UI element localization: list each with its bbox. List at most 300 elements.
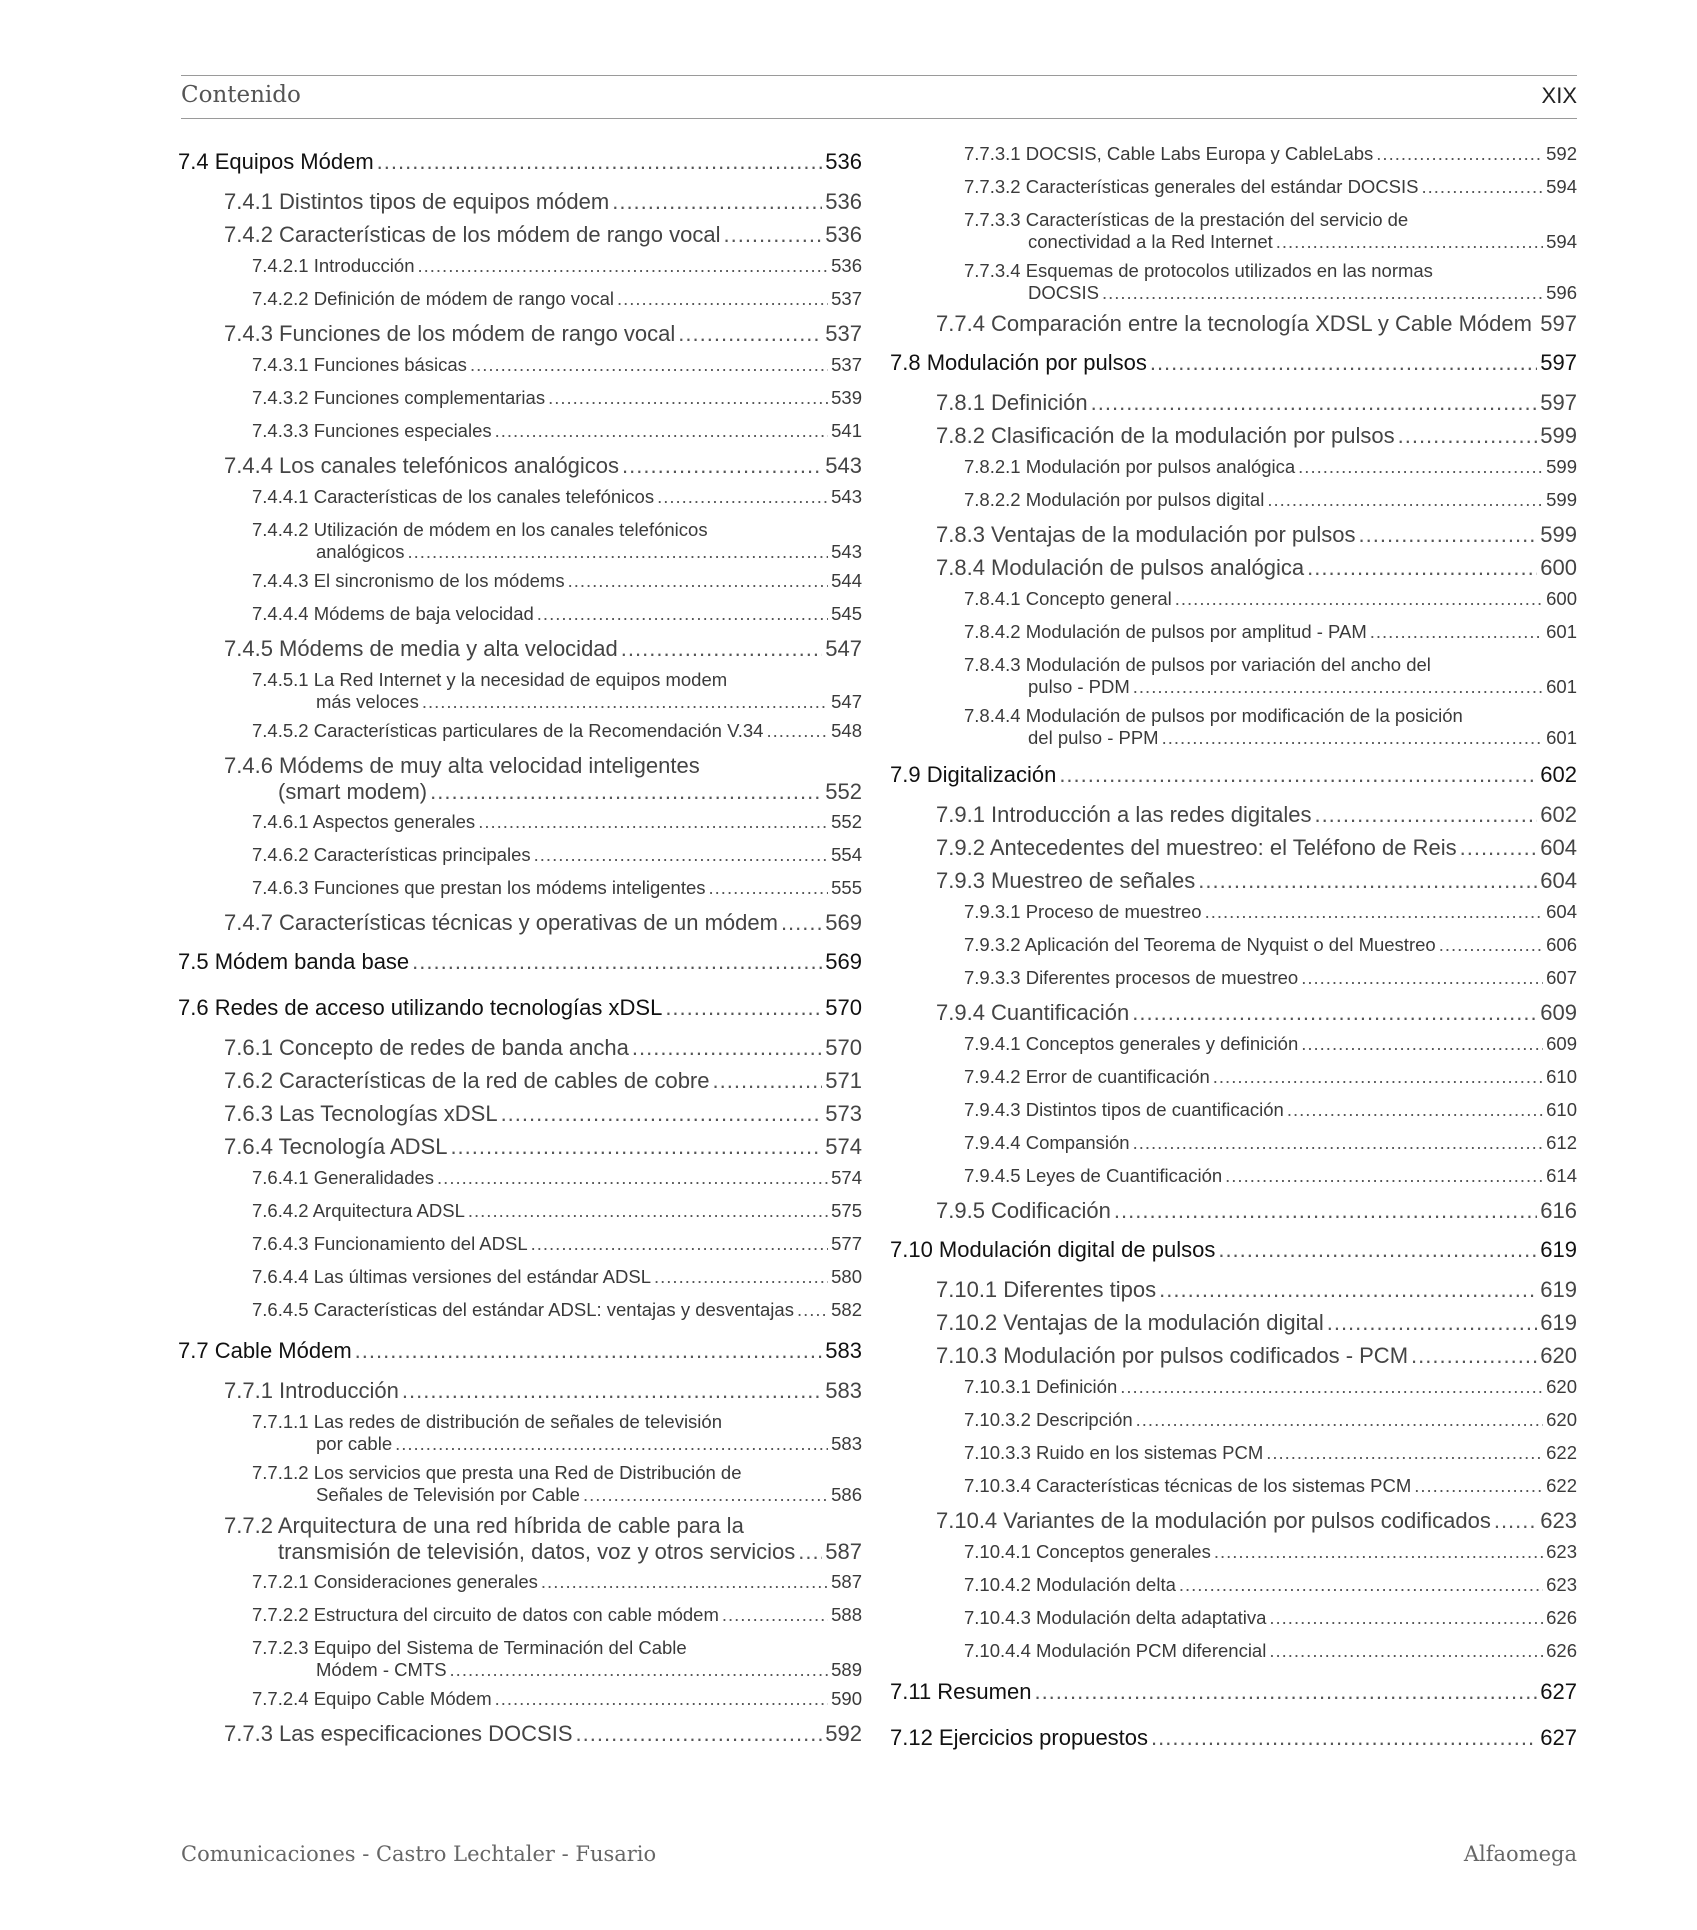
- toc-entry: [178, 1332, 862, 1378]
- toc-entry-page: 623: [1546, 1574, 1577, 1595]
- toc-entry-page: 601: [1546, 727, 1577, 748]
- leader-dots: [1422, 176, 1544, 198]
- toc-entry-title: 7.4.5.2 Características particulares de la Recomendación V.34: [252, 720, 764, 741]
- leader-dots: [709, 877, 829, 899]
- toc-entry-page: 569: [825, 910, 862, 935]
- toc-entry-page: 594: [1546, 231, 1577, 252]
- leader-dots: [797, 1299, 828, 1321]
- toc-entry-page: 597: [1540, 311, 1577, 336]
- toc-entry-page: 536: [831, 255, 862, 276]
- leader-dots: [1214, 1541, 1543, 1563]
- leader-dots: [1133, 676, 1543, 698]
- toc-entry-page: 536: [825, 149, 862, 174]
- toc-entry-page: 602: [1540, 762, 1577, 787]
- toc-entry-page: 590: [831, 1688, 862, 1709]
- toc-entry: [178, 1688, 862, 1721]
- leader-dots: [665, 995, 822, 1021]
- toc-entry-title: 7.7.3.4 Esquemas de protocolos utilizados en las normas: [964, 260, 1433, 281]
- toc-entry-page: 543: [831, 541, 862, 562]
- toc-entry: [890, 1132, 1577, 1165]
- toc-entry-page: 623: [1546, 1541, 1577, 1562]
- toc-entry-title: 7.9.2 Antecedentes del muestreo: el Teléfono de Reis: [936, 835, 1457, 860]
- toc-entry-title: 7.8.4.4 Modulación de pulsos por modificación de la posición: [964, 705, 1463, 726]
- leader-dots: [678, 321, 822, 347]
- toc-entry-title-continuation: Módem - CMTS: [316, 1659, 447, 1680]
- toc-entry-title: 7.4.4.1 Características de los canales telefónicos: [252, 486, 655, 507]
- toc-entry-title: 7.9.4.5 Leyes de Cuantificación: [964, 1165, 1223, 1186]
- toc-entry: [890, 654, 1577, 705]
- toc-entry-title-continuation: del pulso - PPM: [1028, 727, 1159, 748]
- toc-entry-title: 7.6.2 Características de la red de cables de cobre: [224, 1068, 710, 1093]
- toc-entry: [890, 1033, 1577, 1066]
- leader-dots: [1132, 1000, 1537, 1026]
- leader-dots: [1175, 588, 1543, 610]
- leader-dots: [395, 1433, 828, 1455]
- toc-entry-title: 7.7.1.1 Las redes de distribución de señales de televisión: [252, 1411, 722, 1432]
- leader-dots: [723, 222, 822, 248]
- toc-entry-page: 589: [831, 1659, 862, 1680]
- toc-entry-page: 627: [1540, 1725, 1577, 1750]
- leader-dots: [355, 1338, 823, 1364]
- toc-entry-title: 7.8.4 Modulación de pulsos analógica: [936, 555, 1305, 580]
- toc-entry: [178, 255, 862, 288]
- toc-entry: [890, 1000, 1577, 1033]
- toc-entry: [890, 1409, 1577, 1442]
- toc-entry: [890, 344, 1577, 390]
- toc-entry-title: 7.7.4 Comparación entre la tecnología XDSL y Cable Módem: [936, 311, 1532, 336]
- toc-entry: [178, 989, 862, 1035]
- toc-entry: [178, 1721, 862, 1754]
- leader-dots: [798, 1539, 822, 1565]
- toc-entry: [178, 420, 862, 453]
- toc-entry: [890, 868, 1577, 901]
- toc-entry-title: 7.9.3.1 Proceso de muestreo: [964, 901, 1202, 922]
- toc-entry: [178, 519, 862, 570]
- toc-entry-page: 600: [1540, 555, 1577, 580]
- leader-dots: [1102, 282, 1543, 304]
- toc-entry-title: 7.4.7 Características técnicas y operativas de un módem: [224, 910, 778, 935]
- toc-entry: [178, 354, 862, 387]
- toc-entry-title: 7.4 Equipos Módem: [178, 149, 374, 174]
- toc-entry: [178, 486, 862, 519]
- toc-entry-title: 7.8.2.1 Modulación por pulsos analógica: [964, 456, 1296, 477]
- toc-entry-title: 7.10 Modulación digital de pulsos: [890, 1237, 1216, 1262]
- toc-entry-page: 604: [1546, 901, 1577, 922]
- toc-entry-page: 570: [825, 1035, 862, 1060]
- toc-entry-title: 7.4.6.2 Características principales: [252, 844, 531, 865]
- toc-entry-page: 536: [825, 222, 862, 247]
- toc-entry-page: 543: [831, 486, 862, 507]
- leader-dots: [1370, 621, 1543, 643]
- toc-entry-page: 545: [831, 603, 862, 624]
- toc-entry-page: 537: [831, 288, 862, 309]
- toc-entry-page: 588: [831, 1604, 862, 1625]
- toc-entry-page: 619: [1540, 1310, 1577, 1335]
- toc-entry: [178, 1604, 862, 1637]
- toc-entry: [178, 222, 862, 255]
- toc-entry-title: 7.10.1 Diferentes tipos: [936, 1277, 1157, 1302]
- toc-entry: [178, 288, 862, 321]
- toc-entry-title-continuation: Señales de Televisión por Cable: [316, 1484, 580, 1505]
- toc-entry-title: 7.7.2.2 Estructura del circuito de datos con cable módem: [252, 1604, 719, 1625]
- leader-dots: [407, 541, 828, 563]
- toc-entry: [890, 209, 1577, 260]
- toc-entry-page: 537: [825, 321, 862, 346]
- leader-dots: [583, 1484, 828, 1506]
- toc-entry-title: 7.10.4.1 Conceptos generales: [964, 1541, 1211, 1562]
- toc-entry-page: 610: [1546, 1099, 1577, 1120]
- toc-entry-page: 548: [831, 720, 862, 741]
- toc-entry-title: 7.4.2.2 Definición de módem de rango vocal: [252, 288, 614, 309]
- toc-entry: [890, 901, 1577, 934]
- toc-entry-page: 626: [1546, 1640, 1577, 1661]
- leader-dots: [1298, 456, 1543, 478]
- toc-entry-page: 620: [1546, 1409, 1577, 1430]
- toc-entry-page: 575: [831, 1200, 862, 1221]
- toc-entry-page: 620: [1546, 1376, 1577, 1397]
- toc-entry-page: 554: [831, 844, 862, 865]
- toc-entry-page: 604: [1540, 835, 1577, 860]
- leader-dots: [470, 354, 828, 376]
- toc-entry-title: 7.6.3 Las Tecnologías xDSL: [224, 1101, 498, 1126]
- toc-entry-page: 552: [831, 811, 862, 832]
- toc-entry-title: 7.8.2 Clasificación de la modulación por pulsos: [936, 423, 1395, 448]
- toc-entry-page: 614: [1546, 1165, 1577, 1186]
- toc-entry-page: 602: [1540, 802, 1577, 827]
- toc-entry: [890, 588, 1577, 621]
- leader-dots: [541, 1571, 828, 1593]
- toc-entry-title: 7.4.6.1 Aspectos generales: [252, 811, 476, 832]
- toc-entry: [178, 636, 862, 669]
- toc-entry-title: 7.8.2.2 Modulación por pulsos digital: [964, 489, 1265, 510]
- leader-dots: [1162, 727, 1544, 749]
- toc-entry-page: 604: [1540, 868, 1577, 893]
- leader-dots: [501, 1101, 823, 1127]
- toc-entry: [890, 1376, 1577, 1409]
- toc-entry: [890, 1607, 1577, 1640]
- toc-entry-page: 570: [825, 995, 862, 1020]
- toc-entry-title: 7.7.2.3 Equipo del Sistema de Terminación del Cable: [252, 1637, 687, 1658]
- toc-entry-title-continuation: DOCSIS: [1028, 282, 1099, 303]
- leader-dots: [495, 420, 829, 442]
- toc-entry-page: 616: [1540, 1198, 1577, 1223]
- leader-dots: [612, 189, 822, 215]
- toc-entry-page: 594: [1546, 176, 1577, 197]
- toc-entry-page: 623: [1540, 1508, 1577, 1533]
- leader-dots: [1414, 1475, 1543, 1497]
- toc-entry: [890, 555, 1577, 588]
- toc-entry: [178, 143, 862, 189]
- toc-entry: [178, 720, 862, 753]
- toc-entry-page: 596: [1546, 282, 1577, 303]
- toc-entry-page: 583: [831, 1433, 862, 1454]
- toc-entry: [890, 423, 1577, 456]
- leader-dots: [781, 910, 822, 936]
- leader-dots: [1266, 1442, 1543, 1464]
- toc-entry-title-continuation: por cable: [316, 1433, 393, 1454]
- toc-entry: [890, 260, 1577, 311]
- toc-entry-page: 547: [825, 636, 862, 661]
- toc-entry-page: 627: [1540, 1679, 1577, 1704]
- toc-entry: [178, 1068, 862, 1101]
- toc-entry-page: 626: [1546, 1607, 1577, 1628]
- leader-dots: [1198, 868, 1537, 894]
- toc-entry-title-continuation: pulso - PDM: [1028, 676, 1130, 697]
- toc-entry-title: 7.4.4.2 Utilización de módem en los canales telefónicos: [252, 519, 708, 540]
- toc-entry: [178, 1233, 862, 1266]
- toc-entry: [890, 1277, 1577, 1310]
- toc-entry-title: 7.7.2 Arquitectura de una red híbrida de cable para la: [224, 1513, 744, 1538]
- leader-dots: [1114, 1198, 1537, 1224]
- leader-dots: [478, 811, 828, 833]
- toc-entry: [178, 1266, 862, 1299]
- leader-dots: [654, 1266, 828, 1288]
- toc-entry-title: 7.8.4.1 Concepto general: [964, 588, 1172, 609]
- leader-dots: [450, 1659, 829, 1681]
- toc-entry-page: 601: [1546, 621, 1577, 642]
- leader-dots: [1059, 762, 1537, 788]
- section-name: Contenido: [181, 82, 301, 108]
- toc-entry: [178, 877, 862, 910]
- leader-dots: [1225, 1165, 1543, 1187]
- toc-entry-page: 582: [831, 1299, 862, 1320]
- toc-entry: [178, 1299, 862, 1332]
- toc-entry-title: 7.9.5 Codificación: [936, 1198, 1111, 1223]
- toc-entry-title-continuation: (smart modem): [278, 779, 428, 804]
- toc-entry: [890, 1310, 1577, 1343]
- toc-entry-title: 7.8 Modulación por pulsos: [890, 350, 1147, 375]
- toc-entry: [890, 522, 1577, 555]
- toc-entry-title: 7.4.4 Los canales telefónicos analógicos: [224, 453, 620, 478]
- toc-entry: [178, 1101, 862, 1134]
- toc-entry-title: 7.4.4.4 Módems de baja velocidad: [252, 603, 534, 624]
- toc-entry: [178, 910, 862, 943]
- toc-entry-title: 7.10.3.2 Descripción: [964, 1409, 1133, 1430]
- leader-dots: [377, 149, 823, 175]
- running-header: [181, 75, 1577, 119]
- toc-entry: [178, 811, 862, 844]
- leader-dots: [418, 255, 829, 277]
- toc-entry-page: 619: [1540, 1237, 1577, 1262]
- toc-entry-title: 7.8.4.2 Modulación de pulsos por amplitud - PAM: [964, 621, 1367, 642]
- toc-entry-page: 544: [831, 570, 862, 591]
- leader-dots: [402, 1378, 822, 1404]
- toc-entry: [890, 705, 1577, 756]
- toc-entry-page: 592: [1546, 143, 1577, 164]
- toc-entry-page: 583: [825, 1338, 862, 1363]
- leader-dots: [1120, 1376, 1543, 1398]
- toc-entry: [178, 1462, 862, 1513]
- publisher-name: Alfaomega: [1463, 1842, 1577, 1866]
- leader-dots: [1376, 143, 1543, 165]
- toc-entry-page: 569: [825, 949, 862, 974]
- toc-entry: [890, 1475, 1577, 1508]
- toc-entry-page: 587: [831, 1571, 862, 1592]
- leader-dots: [1398, 423, 1538, 449]
- leader-dots: [1269, 1607, 1543, 1629]
- toc-entry: [178, 1378, 862, 1411]
- toc-entry-page: 622: [1546, 1475, 1577, 1496]
- toc-entry-title: 7.6.1 Concepto de redes de banda ancha: [224, 1035, 629, 1060]
- leader-dots: [1287, 1099, 1543, 1121]
- toc-entry-page: 543: [825, 453, 862, 478]
- leader-dots: [622, 453, 822, 479]
- leader-dots: [1218, 1237, 1537, 1263]
- leader-dots: [1091, 390, 1538, 416]
- toc-entry-title: 7.7.3 Las especificaciones DOCSIS: [224, 1721, 573, 1746]
- toc-entry-page: 555: [831, 877, 862, 898]
- toc-entry: [890, 1165, 1577, 1198]
- leader-dots: [632, 1035, 822, 1061]
- toc-entry-title: 7.9.4.3 Distintos tipos de cuantificación: [964, 1099, 1284, 1120]
- toc-entry: [178, 189, 862, 222]
- book-title: Comunicaciones - Castro Lechtaler - Fusario: [181, 1842, 657, 1866]
- leader-dots: [450, 1134, 822, 1160]
- toc-entry-page: 622: [1546, 1442, 1577, 1463]
- toc-entry: [178, 321, 862, 354]
- toc-entry-page: 609: [1540, 1000, 1577, 1025]
- toc-entry-title: 7.4.4.3 El sincronismo de los módems: [252, 570, 565, 591]
- toc-entry-page: 597: [1540, 350, 1577, 375]
- toc-entry: [890, 756, 1577, 802]
- toc-entry-title-continuation: analógicos: [316, 541, 405, 562]
- toc-entry-title: 7.4.3.3 Funciones especiales: [252, 420, 492, 441]
- leader-dots: [495, 1688, 829, 1710]
- toc-entry: [890, 835, 1577, 868]
- toc-entry-title: 7.8.4.3 Modulación de pulsos por variación del ancho del: [964, 654, 1431, 675]
- leader-dots: [1136, 1409, 1543, 1431]
- toc-right-column: [890, 143, 1577, 1765]
- toc-entry-page: 541: [831, 420, 862, 441]
- toc-entry-page: 537: [831, 354, 862, 375]
- toc-entry-page: 583: [825, 1378, 862, 1403]
- toc-entry-title: 7.4.2.1 Introducción: [252, 255, 415, 276]
- leader-dots: [430, 779, 822, 805]
- toc-entry-title: 7.11 Resumen: [890, 1679, 1032, 1704]
- toc-entry-title: 7.9.4.4 Compansión: [964, 1132, 1130, 1153]
- leader-dots: [1205, 901, 1544, 923]
- toc-entry-title: 7.7.2.1 Consideraciones generales: [252, 1571, 538, 1592]
- leader-dots: [1439, 934, 1543, 956]
- toc-entry: [890, 621, 1577, 654]
- toc-entry-page: 573: [825, 1101, 862, 1126]
- toc-entry-title: 7.10.4.2 Modulación delta: [964, 1574, 1176, 1595]
- toc-entry-title: 7.7 Cable Módem: [178, 1338, 352, 1363]
- toc-entry: [890, 1574, 1577, 1607]
- toc-entry-page: 577: [831, 1233, 862, 1254]
- toc-entry: [890, 967, 1577, 1000]
- toc-entry-title: 7.12 Ejercicios propuestos: [890, 1725, 1149, 1750]
- leader-dots: [1179, 1574, 1543, 1596]
- toc-entry-page: 580: [831, 1266, 862, 1287]
- leader-dots: [537, 603, 828, 625]
- toc-entry-page: 620: [1540, 1343, 1577, 1368]
- page-number: XIX: [1541, 83, 1577, 108]
- toc-entry-title: 7.9.3 Muestreo de señales: [936, 868, 1196, 893]
- toc-entry: [890, 802, 1577, 835]
- toc-entry: [890, 1066, 1577, 1099]
- toc-entry-title: 7.10.3 Modulación por pulsos codificados - PCM: [936, 1343, 1409, 1368]
- toc-entry: [890, 1673, 1577, 1719]
- toc-entry-title-continuation: transmisión de televisión, datos, voz y otros servicios: [278, 1539, 796, 1564]
- toc-entry: [178, 1200, 862, 1233]
- toc-entry: [178, 1035, 862, 1068]
- toc-entry-title: 7.6.4.1 Generalidades: [252, 1167, 435, 1188]
- toc-entry: [890, 311, 1577, 344]
- toc-entry: [178, 603, 862, 636]
- toc-entry-page: 587: [825, 1539, 862, 1564]
- toc-entry-page: 536: [825, 189, 862, 214]
- toc-entry-page: 592: [825, 1721, 862, 1746]
- leader-dots: [1133, 1132, 1544, 1154]
- toc-entry: [178, 1134, 862, 1167]
- toc-entry-title: 7.4.3.2 Funciones complementarias: [252, 387, 546, 408]
- toc-entry: [178, 1571, 862, 1604]
- toc-entry-title: 7.9.4.1 Conceptos generales y definición: [964, 1033, 1299, 1054]
- toc-entry-title: 7.10.3.3 Ruido en los sistemas PCM: [964, 1442, 1264, 1463]
- toc-entry-page: 552: [825, 779, 862, 804]
- toc-entry-title: 7.9.1 Introducción a las redes digitales: [936, 802, 1312, 827]
- leader-dots: [1213, 1066, 1543, 1088]
- toc-entry-title: 7.7.3.3 Características de la prestación del servicio de: [964, 209, 1409, 230]
- toc-entry: [178, 1167, 862, 1200]
- toc-entry: [178, 669, 862, 720]
- leader-dots: [1301, 967, 1543, 989]
- toc-entry-page: 574: [831, 1167, 862, 1188]
- leader-dots: [1411, 1343, 1537, 1369]
- leader-dots: [621, 636, 823, 662]
- leader-dots: [1034, 1679, 1537, 1705]
- toc-entry: [890, 1541, 1577, 1574]
- toc-entry-title: 7.6 Redes de acceso utilizando tecnologías xDSL: [178, 995, 663, 1020]
- running-footer: [181, 1842, 1577, 1872]
- toc-entry-title: 7.8.1 Definición: [936, 390, 1088, 415]
- toc-entry-page: 599: [1546, 489, 1577, 510]
- leader-dots: [437, 1167, 828, 1189]
- toc-entry: [178, 943, 862, 989]
- toc-entry: [890, 390, 1577, 423]
- leader-dots: [1314, 802, 1537, 828]
- leader-dots: [576, 1721, 823, 1747]
- toc-entry: [890, 176, 1577, 209]
- leader-dots: [766, 720, 828, 742]
- toc-entry: [890, 1442, 1577, 1475]
- toc-entry-title: 7.8.3 Ventajas de la modulación por pulsos: [936, 522, 1356, 547]
- leader-dots: [422, 691, 828, 713]
- toc-entry-title: 7.10.3.1 Definición: [964, 1376, 1118, 1397]
- toc-entry-page: 599: [1540, 522, 1577, 547]
- leader-dots: [1269, 1640, 1543, 1662]
- toc-entry-title: 7.6.4.3 Funcionamiento del ADSL: [252, 1233, 528, 1254]
- toc-entry: [178, 844, 862, 877]
- toc-entry: [178, 1637, 862, 1688]
- toc-entry: [890, 143, 1577, 176]
- toc-entry: [890, 489, 1577, 522]
- toc-entry-title: 7.9.4.2 Error de cuantificación: [964, 1066, 1210, 1087]
- toc-entry-title: 7.6.4.5 Características del estándar ADSL: ventajas y desventajas: [252, 1299, 794, 1320]
- toc-entry-title: 7.6.4 Tecnología ADSL: [224, 1134, 448, 1159]
- toc-entry-page: 571: [825, 1068, 862, 1093]
- leader-dots: [468, 1200, 828, 1222]
- toc-entry-title: 7.7.1.2 Los servicios que presta una Red de Distribución de: [252, 1462, 742, 1483]
- toc-entry-title: 7.6.4.4 Las últimas versiones del estándar ADSL: [252, 1266, 652, 1287]
- toc-entry: [890, 456, 1577, 489]
- toc-entry-title: 7.4.5 Módems de media y alta velocidad: [224, 636, 618, 661]
- leader-dots: [568, 570, 829, 592]
- leader-dots: [534, 844, 828, 866]
- toc-entry-page: 586: [831, 1484, 862, 1505]
- toc-entry-page: 574: [825, 1134, 862, 1159]
